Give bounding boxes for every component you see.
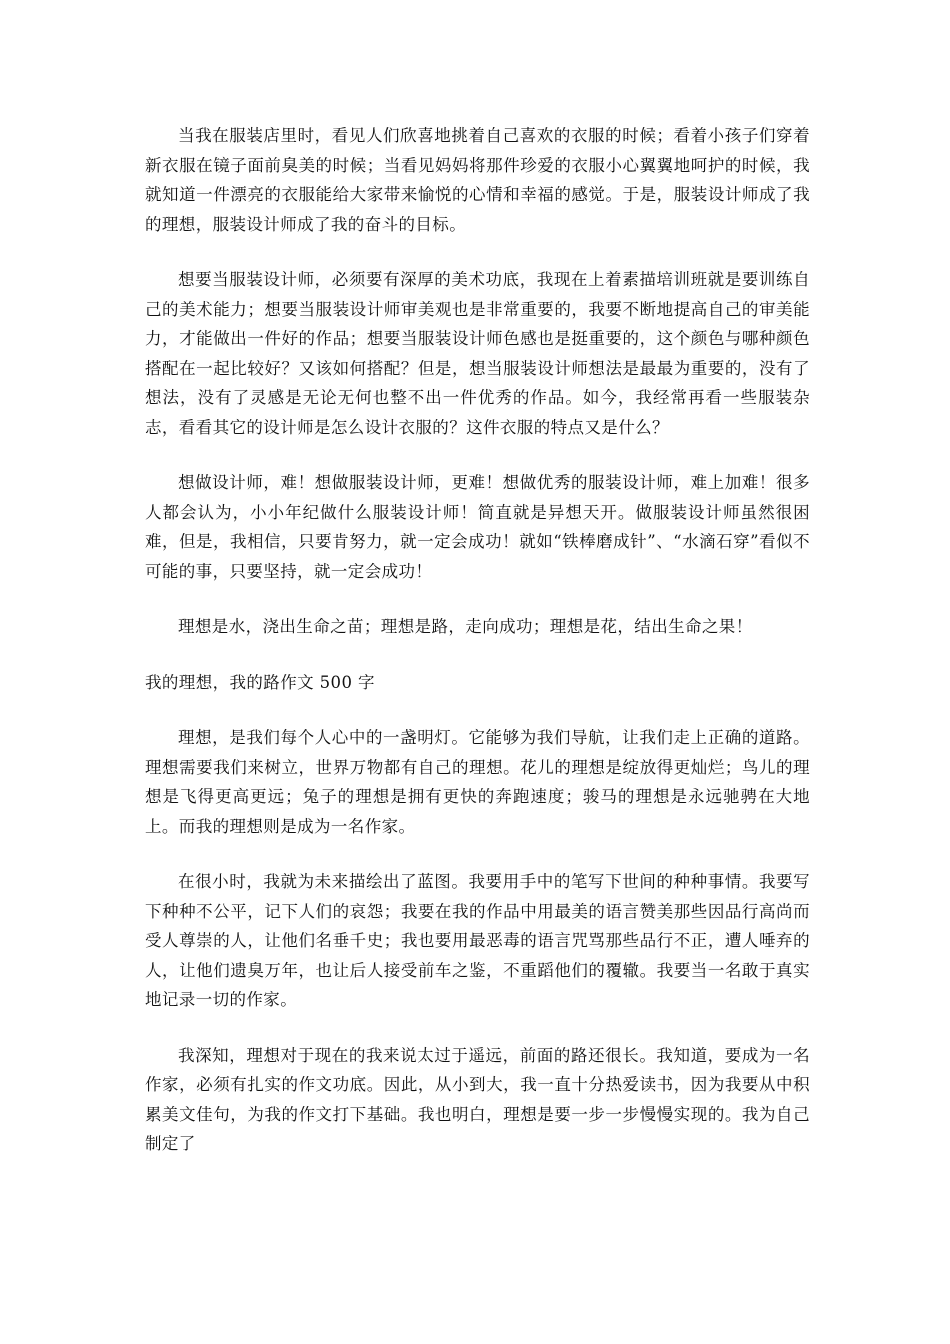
paragraph: 理想是水，浇出生命之苗；理想是路，走向成功；理想是花，结出生命之果！ [178, 617, 753, 636]
paragraph-gap [145, 1015, 810, 1041]
paragraph-gap [145, 239, 810, 265]
paragraph: 想要当服装设计师，必须要有深厚的美术功底，我现在上着素描培训班就是要训练自己的美术能力；想要当服装设计师审美观也是非常重要的，我要不断地提高自己的审美能力，才能做出一件好的作品；想要当服装设计师色感也是挺重要的，这个颜色与哪种颜色搭配在一起比较好？又该如何搭配？但是，想当服装设计师想法是最最为重要的，没有了想法，没有了灵感是无论无何也整不出一件优秀的作品。如今，我经常再看一些服装杂志，看看其它的设计师是怎么设计衣服的？这件衣服的特点又是什么？ [145, 270, 810, 437]
paragraph: 当我在服装店里时，看见人们欣喜地挑着自己喜欢的衣服的时候；看着小孩子们穿着新衣服在镜子面前臭美的时候；当看见妈妈将那件珍爱的衣服小心翼翼地呵护的时候，我就知道一件漂亮的衣服能给大家带来愉悦的心情和幸福的感觉。于是，服装设计师成了我的理想，服装设计师成了我的奋斗的目标。 [145, 126, 810, 234]
paragraph-gap [145, 642, 810, 668]
paragraph-gap [145, 442, 810, 468]
document-page [145, 121, 810, 1159]
paragraph-gap [145, 586, 810, 612]
paragraph: 我深知，理想对于现在的我来说太过于遥远，前面的路还很长。我知道，要成为一名作家，必须有扎实的作文功底。因此，从小到大，我一直十分热爱读书，因为我要从中积累美文佳句，为我的作文打下基础。我也明白，理想是要一步一步慢慢实现的。我为自己制定了 [145, 1045, 810, 1153]
paragraph: 理想，是我们每个人心中的一盏明灯。它能够为我们导航，让我们走上正确的道路。理想需要我们来树立，世界万物都有自己的理想。花儿的理想是绽放得更灿烂；鸟儿的理想是飞得更高更远；兔子的理想是拥有更快的奔跑速度；骏马的理想是永远驰骋在大地上。而我的理想则是成为一名作家。 [145, 728, 810, 836]
paragraph: 想做设计师，难！想做服装设计师，更难！想做优秀的服装设计师，难上加难！很多人都会认为，小小年纪做什么服装设计师！简直就是异想天开。做服装设计师虽然很困难，但是，我相信，只要肯努力，就一定会成功！就如“铁棒磨成针”、“水滴石穿”看似不可能的事，只要坚持，就一定会成功！ [145, 473, 810, 581]
paragraph-gap [145, 697, 810, 723]
paragraph-gap [145, 841, 810, 867]
paragraph: 在很小时，我就为未来描绘出了蓝图。我要用手中的笔写下世间的种种事情。我要写下种种不公平，记下人们的哀怨；我要在我的作品中用最美的语言赞美那些因品行高尚而受人尊崇的人，让他们名垂千史；我也要用最恶毒的语言咒骂那些品行不正，遭人唾弃的人，让他们遗臭万年，也让后人接受前车之鉴，不重蹈他们的覆辙。我要当一名敢于真实地记录一切的作家。 [145, 872, 810, 1009]
section-title: 我的理想，我的路作文 500 字 [145, 672, 375, 692]
